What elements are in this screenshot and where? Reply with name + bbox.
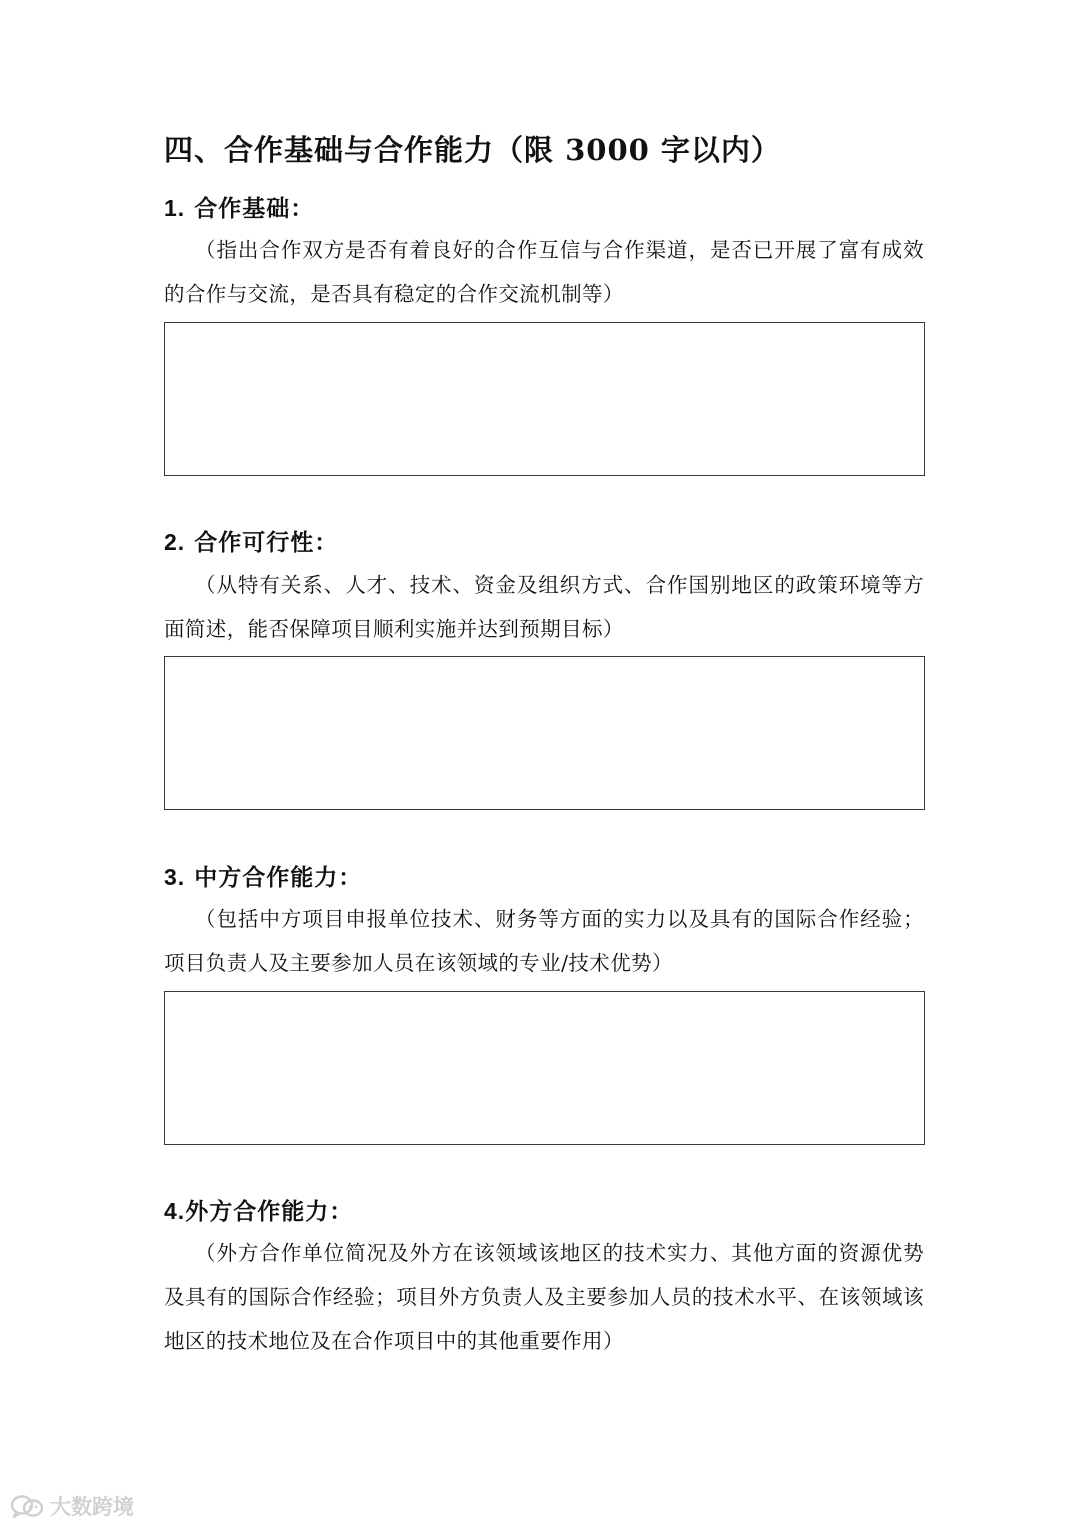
section-2-heading: [164, 524, 338, 557]
watermark-text: 大数跨境: [50, 1495, 134, 1519]
section-3-heading: [164, 859, 362, 892]
section-number: 4.: [164, 1198, 186, 1224]
section-4-description: （外方合作单位简况及外方在该领域该地区的技术实力、其他方面的资源优势及具有的国际合作经验；项目外方负责人及主要参加人员的技术水平、在该领域该地区的技术地位及在合作项目中的其他重要作用）: [164, 1241, 924, 1353]
section-3-description: （包括中方项目申报单位技术、财务等方面的实力以及具有的国际合作经验；项目负责人及主要参加人员在该领域的专业/技术优势）: [164, 907, 924, 975]
page-title: 四、合作基础与合作能力（限 3000 字以内）: [164, 133, 781, 167]
section-1-answer-box[interactable]: [164, 322, 925, 476]
wechat-logo-icon: [10, 1494, 44, 1518]
section-heading-text: 合作可行性：: [194, 530, 339, 556]
section-1-heading: [164, 190, 314, 223]
section-1-description: （指出合作双方是否有着良好的合作互信与合作渠道，是否已开展了富有成效的合作与交流，是否具有稳定的合作交流机制等）: [164, 238, 924, 306]
section-2-answer-box[interactable]: [164, 656, 925, 810]
section-2-description: （从特有关系、人才、技术、资金及组织方式、合作国别地区的政策环境等方面简述，能否保障项目顺利实施并达到预期目标）: [164, 573, 924, 641]
watermark: [10, 1492, 134, 1520]
section-3-answer-box[interactable]: [164, 991, 925, 1145]
section-heading-text: 合作基础：: [194, 196, 315, 222]
section-number: 3.: [164, 864, 186, 890]
section-number: 1.: [164, 195, 186, 221]
section-heading-text: 外方合作能力：: [185, 1199, 354, 1225]
section-number: 2.: [164, 529, 186, 555]
section-4-heading: [164, 1193, 353, 1226]
section-heading-text: 中方合作能力：: [194, 865, 363, 891]
